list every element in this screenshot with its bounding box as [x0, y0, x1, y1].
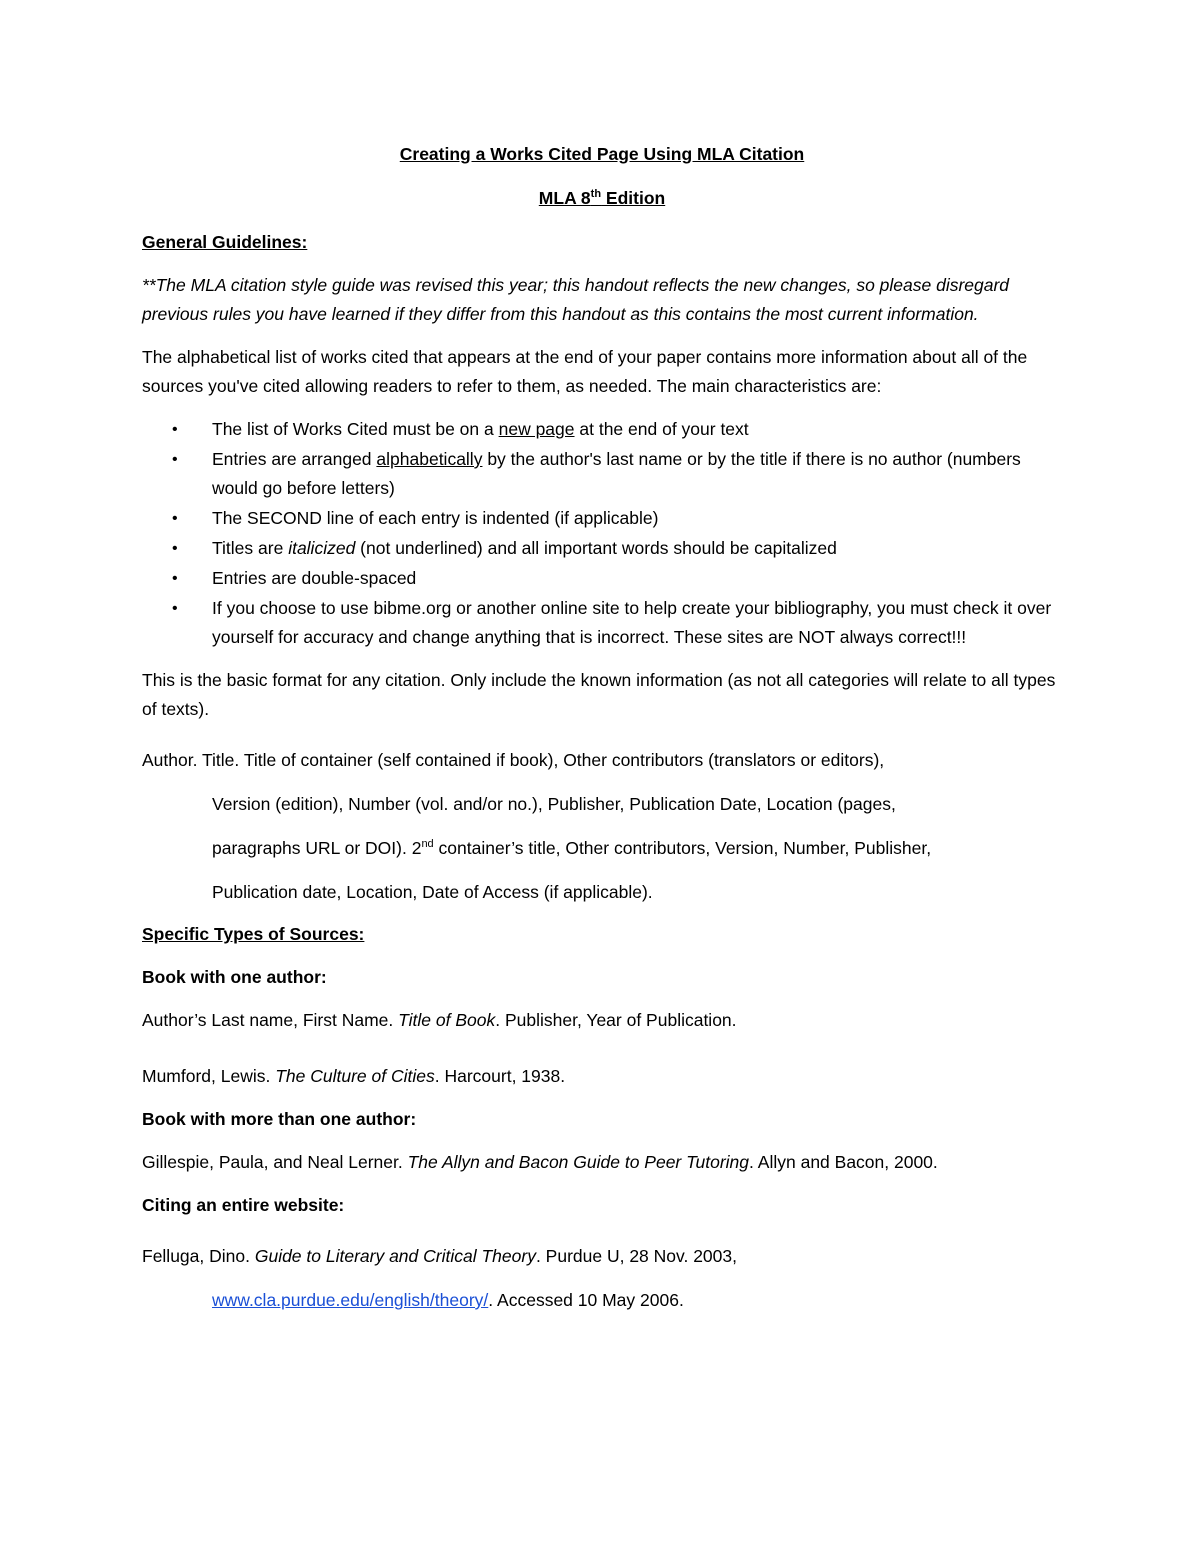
edition-suffix: Edition — [601, 188, 666, 208]
website-example-continuation — [142, 1278, 1062, 1322]
list-item-underlined: alphabetically — [376, 449, 483, 469]
citation-text: . Accessed 10 May 2006. — [488, 1290, 684, 1310]
citation-text: Author’s Last name, First Name. — [142, 1010, 399, 1030]
list-item — [142, 564, 1062, 593]
citation-text: . Publisher, Year of Publication. — [495, 1010, 737, 1030]
book-many-authors-heading: Book with more than one author: — [142, 1109, 417, 1129]
document-title: Creating a Works Cited Page Using MLA Citation — [399, 144, 805, 164]
citation-text: . Purdue U, 28 Nov. 2003, — [535, 1246, 737, 1266]
book-many-example — [142, 1148, 1062, 1177]
list-item-text: The SECOND line of each entry is indented (if applicable) — [212, 508, 659, 528]
bullet-icon: • — [172, 540, 178, 557]
bullet-icon: • — [172, 570, 178, 587]
revision-note: **The MLA citation style guide was revised this year; this handout reflects the new changes, so please disregard previous rules you have learned if they differ from this handout as this contains the most current information. — [142, 275, 1010, 324]
list-item-underlined: new page — [498, 419, 575, 439]
edition-subtitle — [142, 184, 1062, 213]
bullet-icon: • — [172, 421, 178, 438]
list-item-text: (not underlined) and all important words should be capitalized — [355, 538, 837, 558]
characteristics-list — [142, 415, 1062, 652]
citation-text: . Allyn and Bacon, 2000. — [749, 1152, 938, 1172]
format-line-3 — [142, 826, 1062, 870]
book-one-author-heading: Book with one author: — [142, 967, 327, 987]
bullet-icon: • — [172, 451, 178, 468]
list-item-text: Entries are double-spaced — [212, 568, 417, 588]
format-line-4: Publication date, Location, Date of Access (if applicable). — [212, 882, 653, 902]
citation-text: . Harcourt, 1938. — [434, 1066, 566, 1086]
list-item — [142, 534, 1062, 563]
list-item — [142, 594, 1062, 652]
specific-types-heading: Specific Types of Sources: — [142, 924, 365, 944]
citation-text: Felluga, Dino. — [142, 1246, 255, 1266]
website-link[interactable]: www.cla.purdue.edu/english/theory/ — [212, 1290, 489, 1310]
list-item-italic: italicized — [288, 538, 356, 558]
citation-text: Mumford, Lewis. — [142, 1066, 276, 1086]
intro-paragraph: The alphabetical list of works cited that appears at the end of your paper contains more information about all of the sources you've cited allowing readers to refer to them, as needed. The main characteristics are: — [142, 347, 1028, 396]
format-template — [142, 738, 1062, 914]
list-item-text: If you choose to use bibme.org or another online site to help create your bibliography, you must check it over yourself for accuracy and change anything that is incorrect. These sites are NOT always correct!!! — [212, 598, 1052, 647]
list-item-text: Titles are — [212, 538, 289, 558]
edition-prefix: MLA 8 — [538, 188, 591, 208]
website-heading: Citing an entire website: — [142, 1195, 345, 1215]
citation-text: Gillespie, Paula, and Neal Lerner. — [142, 1152, 408, 1172]
citation-title: The Allyn and Bacon Guide to Peer Tutoring — [407, 1152, 750, 1172]
format-line-1: Author. Title. Title of container (self contained if book), Other contributors (translators or editors), — [142, 750, 885, 770]
list-item-text: by the author's last name or by the title if there is no author (numbers would go before letters) — [212, 449, 1021, 498]
bullet-icon: • — [172, 600, 178, 617]
basic-format-paragraph: This is the basic format for any citation. Only include the known information (as not all categories will relate to all types of texts). — [142, 670, 1056, 719]
list-item-text: The list of Works Cited must be on a — [212, 419, 499, 439]
document-page — [142, 140, 1062, 1322]
list-item — [142, 504, 1062, 533]
book-one-template — [142, 1006, 1062, 1035]
format-line-3-text: paragraphs URL or DOI). 2 — [212, 838, 422, 858]
format-line-3-text: container’s title, Other contributors, Version, Number, Publisher, — [433, 838, 932, 858]
website-example — [142, 1234, 1062, 1322]
bullet-icon: • — [172, 510, 178, 527]
list-item — [142, 415, 1062, 444]
citation-title: Title of Book — [398, 1010, 496, 1030]
citation-title: Guide to Literary and Critical Theory — [254, 1246, 536, 1266]
edition-superscript: th — [590, 188, 602, 201]
list-item-text: Entries are arranged — [212, 449, 377, 469]
list-item — [142, 445, 1062, 503]
book-one-example — [142, 1062, 1062, 1091]
list-item-text: at the end of your text — [574, 419, 749, 439]
format-line-3-sup: nd — [421, 838, 434, 851]
format-line-2: Version (edition), Number (vol. and/or no.), Publisher, Publication Date, Location (pages, — [212, 794, 896, 814]
citation-title: The Culture of Cities — [275, 1066, 435, 1086]
general-guidelines-heading: General Guidelines: — [142, 232, 308, 252]
